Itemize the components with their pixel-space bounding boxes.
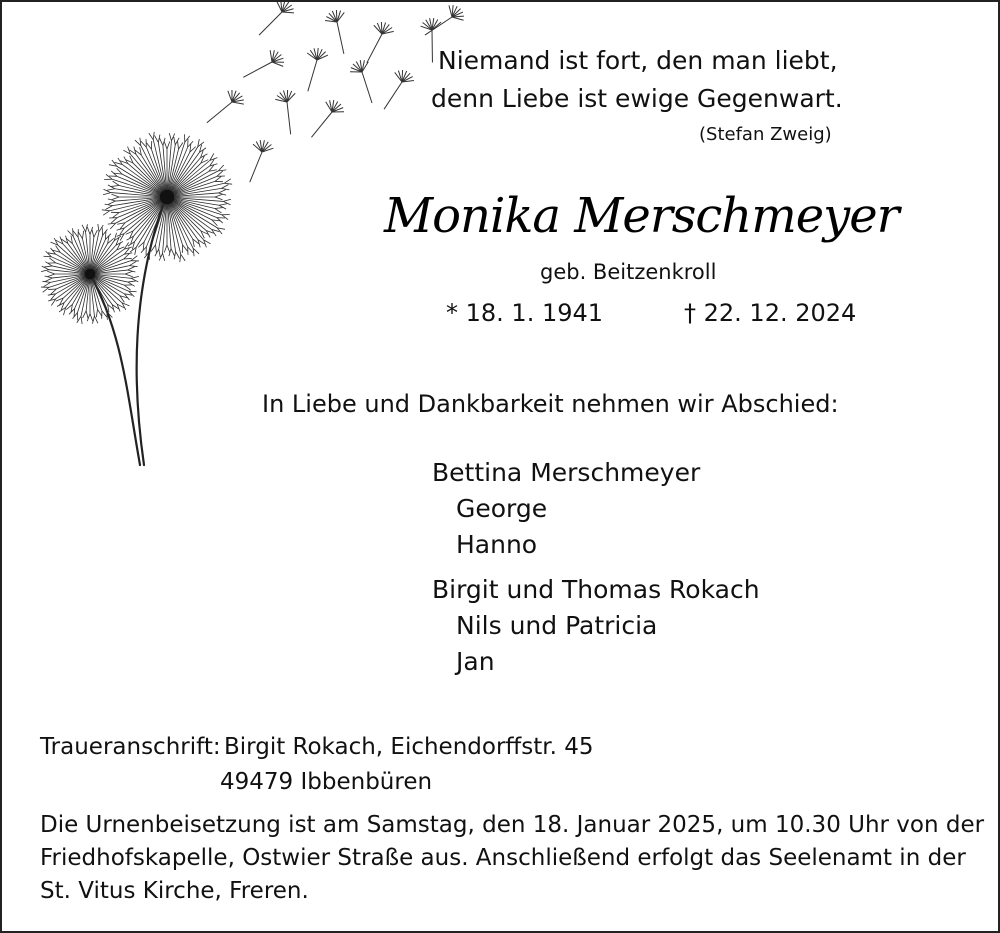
death-date: † 22. 12. 2024 [684,299,857,327]
birth-date: * 18. 1. 1941 [446,299,604,327]
ceremony-line-1: Die Urnenbeisetzung ist am Samstag, den 18. Januar 2025, um 10.30 Uhr von der [40,812,985,838]
address-label: Traueranschrift: [40,734,221,760]
birth-name: geb. Beitzenkroll [540,260,717,284]
ceremony-line-3: St. Vitus Kirche, Freren. [40,878,309,904]
deceased-name: Monika Merschmeyer [384,188,899,244]
ceremony-line-2: Friedhofskapelle, Ostwier Straße aus. Anschließend erfolgt das Seelenamt in der [40,845,966,871]
address-line-2: 49479 Ibbenbüren [220,769,433,795]
mourner-member: Nils und Patricia [456,611,658,640]
mourner-member: Hanno [456,530,538,559]
mourner-member: Jan [456,647,495,676]
quote-line-2: denn Liebe ist ewige Gegenwart. [431,84,843,113]
mourner-family: Bettina Merschmeyer [432,458,701,487]
mourner-family: Birgit und Thomas Rokach [432,575,760,604]
mourner-member: George [456,494,548,523]
farewell-text: In Liebe und Dankbarkeit nehmen wir Abschied: [262,390,839,418]
address-line-1: Birgit Rokach, Eichendorffstr. 45 [224,734,594,760]
quote-author: (Stefan Zweig) [699,124,832,145]
quote-line-1: Niemand ist fort, den man liebt, [438,46,838,75]
